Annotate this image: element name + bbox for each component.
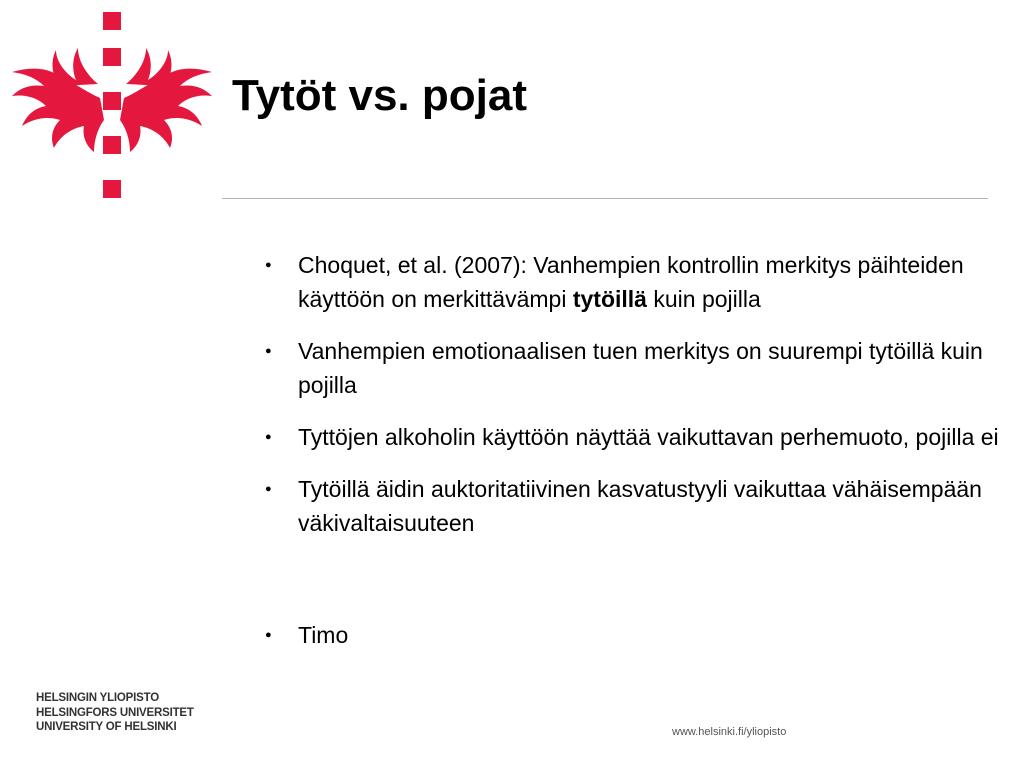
list-item [262,472,1002,540]
bullet-dot-icon: ● [265,483,272,495]
university-name-en: UNIVERSITY OF HELSINKI [36,721,177,733]
bullet-text: Timo [298,622,349,648]
page-title: Tytöt vs. pojat [232,71,527,120]
university-name-sv: HELSINGFORS UNIVERSITET [36,706,194,719]
list-item [262,334,1002,402]
bullet-text: Tytöillä äidin auktoritatiivinen kasvatustyyli vaikuttaa vähäisempään väkivaltaisuuteen [298,476,982,536]
bullet-text-part: kuin pojilla [646,286,761,312]
university-flame-logo-icon [0,0,220,205]
bullet-dot-icon: ● [265,345,272,357]
bullet-dot-icon: ● [265,259,272,271]
list-item [262,618,1002,652]
bullet-text-part: Choquet, et al. (2007): Vanhempien kontrollin merkitys päihteiden käyttöön on merkittävämpi [298,252,964,312]
list-item [262,248,1002,316]
bullet-text: Vanhempien emotionaalisen tuen merkitys on suurempi tytöillä kuin pojilla [298,338,983,398]
bullet-dot-icon: ● [265,431,272,443]
bullet-list [262,248,1002,670]
title-divider [222,198,988,199]
footer-url: www.helsinki.fi/yliopisto [672,726,787,738]
bullet-text-emphasis: tytöillä [572,286,647,312]
list-item [262,420,1002,454]
bullet-text: Tyttöjen alkoholin käyttöön näyttää vaikuttavan perhemuoto, pojilla ei [298,424,999,450]
university-wordmark [36,691,194,735]
bullet-dot-icon: ● [265,629,272,641]
university-name-fi: HELSINGIN YLIOPISTO [36,692,159,704]
